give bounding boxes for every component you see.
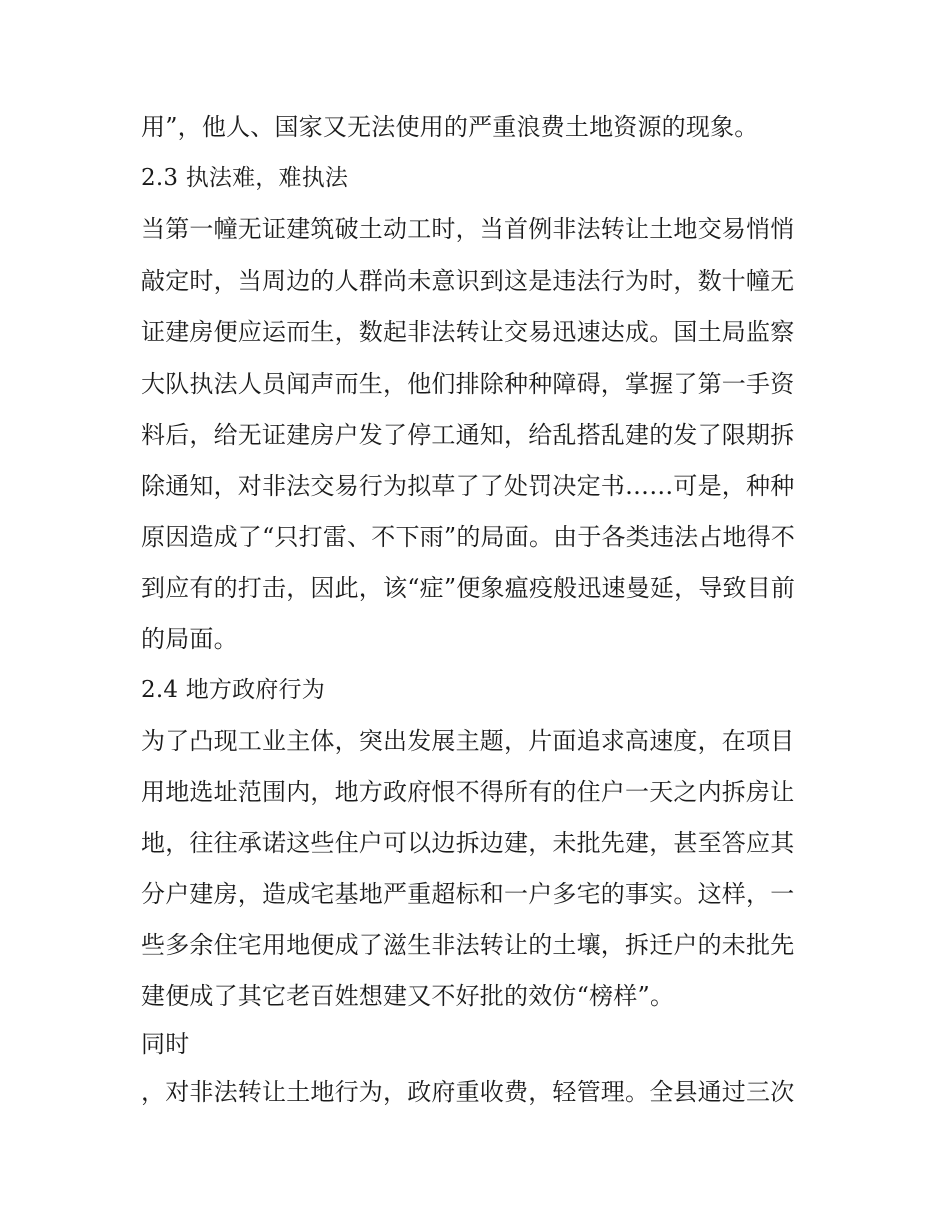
paragraph-line: ，对非法转让土地行为，政府重收费，轻管理。全县通过三次: [141, 1078, 795, 1106]
paragraph-line: 些多余住宅用地便成了滋生非法转让的土壤，拆迁户的未批先: [141, 931, 795, 959]
paragraph-line: 的局面。: [141, 625, 238, 653]
paragraph-line: 料后，给无证建房户发了停工通知，给乱搭乱建的发了限期拆: [141, 421, 795, 449]
paragraph-line: 地，往往承诺这些住户可以边拆边建，未批先建，甚至答应其: [141, 829, 795, 857]
paragraph-line: 用”，他人、国家又无法使用的严重浪费土地资源的现象。: [141, 113, 759, 141]
paragraph-line: 敲定时，当周边的人群尚未意识到这是违法行为时，数十幢无: [141, 267, 795, 295]
paragraph-line: 同时: [141, 1030, 190, 1058]
section-heading-2-3: 2.3 执法难，难执法: [141, 165, 349, 191]
paragraph-line: 除通知，对非法交易行为拟草了了处罚决定书……可是，种种: [141, 472, 795, 500]
paragraph-line: 到应有的打击，因此，该“症”便象瘟疫般迅速曼延，导致目前: [141, 574, 796, 602]
paragraph-line: 分户建房，造成宅基地严重超标和一户多宅的事实。这样，一: [141, 880, 795, 908]
paragraph-line: 原因造成了“只打雷、不下雨”的局面。由于各类违法占地得不: [141, 523, 796, 551]
paragraph-line: 为了凸现工业主体，突出发展主题，片面追求高速度，在项目: [141, 727, 795, 755]
paragraph-line: 大队执法人员闻声而生，他们排除种种障碍，掌握了第一手资: [141, 370, 795, 398]
paragraph-line: 建便成了其它老百姓想建又不好批的效仿“榜样”。: [141, 982, 675, 1010]
section-heading-2-4: 2.4 地方政府行为: [141, 677, 325, 703]
paragraph-line: 用地选址范围内，地方政府恨不得所有的住户一天之内拆房让: [141, 778, 795, 806]
paragraph-line: 当第一幢无证建筑破土动工时，当首例非法转让土地交易悄悄: [141, 215, 795, 243]
paragraph-line: 证建房便应运而生，数起非法转让交易迅速达成。国土局监察: [141, 318, 795, 346]
